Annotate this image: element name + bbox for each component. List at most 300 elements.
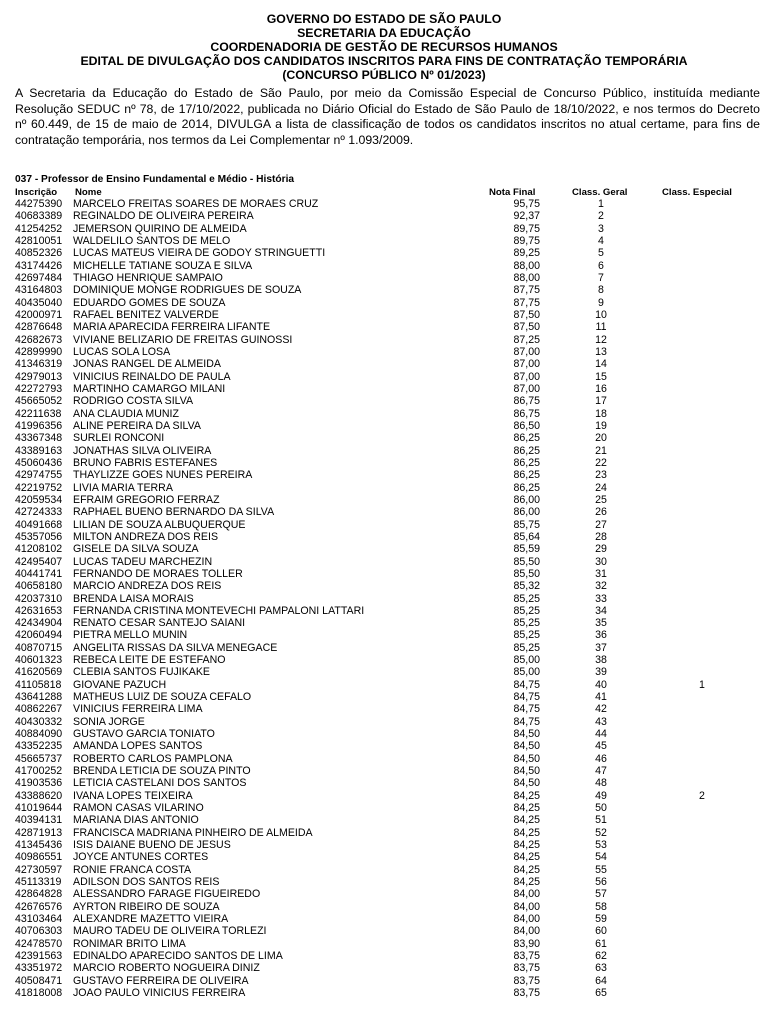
class-geral-cell: 43 (595, 715, 607, 728)
inscricao-cell: 45665052 (15, 395, 63, 408)
class-geral-cell: 30 (595, 555, 607, 568)
nota-final-cell: 85,64 (513, 530, 540, 543)
nome-cell: MATHEUS LUIZ DE SOUZA CEFALO (73, 691, 252, 704)
inscricao-cell: 40706303 (15, 925, 63, 938)
nota-final-cell: 87,50 (513, 308, 540, 321)
nota-final-cell: 84,00 (513, 925, 540, 938)
nome-cell: BRENDA LAISA MORAIS (73, 592, 194, 605)
nome-cell: ALESSANDRO FARAGE FIGUEIREDO (73, 888, 261, 901)
nota-final-cell: 85,25 (513, 641, 540, 654)
nome-cell: RENATO CESAR SANTEJO SAIANI (73, 617, 246, 630)
table-row (0, 802, 768, 814)
nome-cell: REGINALDO DE OLIVEIRA PEREIRA (73, 210, 254, 223)
nome-cell: LIVIA MARIA TERRA (73, 481, 173, 494)
table-row (0, 519, 768, 531)
class-geral-cell: 50 (595, 802, 607, 815)
inscricao-cell: 43367348 (15, 432, 63, 445)
nome-cell: MARCELO FREITAS SOARES DE MORAES CRUZ (73, 198, 319, 210)
inscricao-cell: 42060494 (15, 629, 63, 642)
table-row (0, 371, 768, 383)
nome-cell: SURLEI RONCONI (73, 432, 165, 445)
inscricao-cell: 42974755 (15, 469, 63, 482)
inscricao-cell: 40683389 (15, 210, 63, 223)
nome-cell: MARTINHO CAMARGO MILANI (73, 382, 226, 395)
table-row (0, 284, 768, 296)
inscricao-cell: 42478570 (15, 937, 63, 950)
header-edital-title: EDITAL DE DIVULGAÇÃO DOS CANDIDATOS INSCRITOS PARA FINS DE CONTRATAÇÃO TEMPORÁRIA (80, 54, 688, 68)
class-geral-cell: 45 (595, 740, 607, 753)
nome-cell: LILIAN DE SOUZA ALBUQUERQUE (73, 518, 246, 531)
nota-final-cell: 84,00 (513, 913, 540, 926)
nota-final-cell: 89,25 (513, 247, 540, 260)
nota-final-cell: 85,25 (513, 592, 540, 605)
nome-cell: ALINE PEREIRA DA SILVA (73, 419, 201, 432)
class-geral-cell: 54 (595, 851, 607, 864)
table-row (0, 950, 768, 962)
nome-cell: CLEBIA SANTOS FUJIKAKE (73, 666, 210, 679)
nome-cell: RONIE FRANCA COSTA (73, 863, 192, 876)
class-geral-cell: 1 (598, 198, 604, 210)
column-header-class-especial: Class. Especial (662, 187, 732, 198)
inscricao-cell: 42434904 (15, 617, 63, 630)
inscricao-cell: 40852326 (15, 247, 63, 260)
class-geral-cell: 34 (595, 604, 607, 617)
table-row (0, 666, 768, 678)
table-row (0, 925, 768, 937)
table-row (0, 568, 768, 580)
nome-cell: LUCAS SOLA LOSA (73, 345, 171, 358)
inscricao-cell: 43351972 (15, 962, 63, 975)
class-geral-cell: 5 (598, 247, 604, 260)
class-geral-cell: 14 (595, 358, 607, 371)
inscricao-cell: 42682673 (15, 333, 63, 346)
inscricao-cell: 45665737 (15, 752, 63, 765)
class-geral-cell: 3 (598, 222, 604, 235)
inscricao-cell: 41700252 (15, 765, 63, 778)
nota-final-cell: 86,25 (513, 432, 540, 445)
inscricao-cell: 40508471 (15, 974, 63, 987)
table-row (0, 260, 768, 272)
nome-cell: JOAO PAULO VINICIUS FERREIRA (73, 987, 246, 999)
inscricao-cell: 42272793 (15, 382, 63, 395)
inscricao-cell: 42631653 (15, 604, 63, 617)
class-geral-cell: 23 (595, 469, 607, 482)
inscricao-cell: 43103464 (15, 913, 63, 926)
inscricao-cell: 40435040 (15, 296, 63, 309)
inscricao-cell: 42724333 (15, 506, 63, 519)
header-government: GOVERNO DO ESTADO DE SÃO PAULO (266, 12, 502, 26)
nota-final-cell: 87,00 (513, 358, 540, 371)
inscricao-cell: 42899990 (15, 345, 63, 358)
inscricao-cell: 40862267 (15, 703, 63, 716)
nota-final-cell: 83,75 (513, 950, 540, 963)
nome-cell: JOYCE ANTUNES CORTES (73, 851, 209, 864)
classification-table (0, 198, 768, 999)
section-title: 037 - Professor de Ensino Fundamental e Médio - História (15, 174, 295, 185)
class-geral-cell: 51 (595, 814, 607, 827)
nome-cell: LUCAS TADEU MARCHEZIN (73, 555, 213, 568)
table-row (0, 987, 768, 999)
inscricao-cell: 41996356 (15, 419, 63, 432)
class-geral-cell: 55 (595, 863, 607, 876)
header-coordination: COORDENADORIA DE GESTÃO DE RECURSOS HUMANOS (210, 40, 558, 54)
class-geral-cell: 6 (598, 259, 604, 272)
nome-cell: RAFAEL BENITEZ VALVERDE (73, 308, 219, 321)
nome-cell: FERNANDO DE MORAES TOLLER (73, 567, 243, 580)
class-geral-cell: 63 (595, 962, 607, 975)
inscricao-cell: 41903536 (15, 777, 63, 790)
table-row (0, 642, 768, 654)
table-row (0, 543, 768, 555)
nota-final-cell: 88,00 (513, 271, 540, 284)
nota-final-cell: 86,25 (513, 469, 540, 482)
table-row (0, 235, 768, 247)
inscricao-cell: 43388620 (15, 789, 63, 802)
inscricao-cell: 42871913 (15, 826, 63, 839)
table-row (0, 210, 768, 222)
table-row (0, 765, 768, 777)
nota-final-cell: 87,00 (513, 382, 540, 395)
class-geral-cell: 21 (595, 444, 607, 457)
inscricao-cell: 42697484 (15, 271, 63, 284)
class-geral-cell: 27 (595, 518, 607, 531)
class-geral-cell: 58 (595, 900, 607, 913)
class-geral-cell: 9 (598, 296, 604, 309)
nome-cell: MARCIO ANDREZA DOS REIS (73, 580, 222, 593)
class-geral-cell: 36 (595, 629, 607, 642)
inscricao-cell: 42730597 (15, 863, 63, 876)
nome-cell: ANGELITA RISSAS DA SILVA MENEGACE (73, 641, 278, 654)
table-row (0, 506, 768, 518)
nota-final-cell: 85,25 (513, 604, 540, 617)
document-header (0, 12, 768, 82)
nota-final-cell: 84,00 (513, 900, 540, 913)
table-row (0, 740, 768, 752)
table-row (0, 901, 768, 913)
inscricao-cell: 42676576 (15, 900, 63, 913)
table-row (0, 913, 768, 925)
nome-cell: BRENDA LETICIA DE SOUZA PINTO (73, 765, 251, 778)
table-row (0, 605, 768, 617)
class-geral-cell: 60 (595, 925, 607, 938)
nome-cell: LETICIA CASTELANI DOS SANTOS (73, 777, 247, 790)
nome-cell: WALDELILO SANTOS DE MELO (73, 234, 231, 247)
table-row (0, 457, 768, 469)
nome-cell: MARIANA DIAS ANTONIO (73, 814, 199, 827)
nome-cell: GUSTAVO GARCIA TONIATO (73, 728, 215, 741)
nota-final-cell: 86,25 (513, 444, 540, 457)
inscricao-cell: 40884090 (15, 728, 63, 741)
table-row (0, 247, 768, 259)
table-row (0, 839, 768, 851)
nota-final-cell: 84,50 (513, 752, 540, 765)
class-geral-cell: 57 (595, 888, 607, 901)
class-geral-cell: 22 (595, 456, 607, 469)
inscricao-cell: 41346319 (15, 358, 63, 371)
inscricao-cell: 41345436 (15, 839, 63, 852)
column-header-nota-final: Nota Final (489, 187, 536, 198)
table-row (0, 691, 768, 703)
class-geral-cell: 47 (595, 765, 607, 778)
table-row (0, 777, 768, 789)
class-geral-cell: 18 (595, 407, 607, 420)
table-row (0, 827, 768, 839)
column-header-nome: Nome (75, 187, 102, 198)
nome-cell: EFRAIM GREGORIO FERRAZ (73, 493, 220, 506)
class-geral-cell: 19 (595, 419, 607, 432)
class-geral-cell: 15 (595, 370, 607, 383)
class-geral-cell: 11 (595, 321, 607, 334)
table-row (0, 716, 768, 728)
nome-cell: AYRTON RIBEIRO DE SOUZA (73, 900, 220, 913)
nota-final-cell: 87,25 (513, 333, 540, 346)
class-geral-cell: 39 (595, 666, 607, 679)
class-geral-cell: 48 (595, 777, 607, 790)
table-row (0, 334, 768, 346)
table-row (0, 790, 768, 802)
class-geral-cell: 52 (595, 826, 607, 839)
inscricao-cell: 40491668 (15, 518, 63, 531)
class-geral-cell: 13 (595, 345, 607, 358)
nome-cell: ALEXANDRE MAZETTO VIEIRA (73, 913, 229, 926)
class-geral-cell: 61 (595, 937, 607, 950)
class-geral-cell: 7 (598, 271, 604, 284)
class-geral-cell: 4 (598, 234, 604, 247)
nota-final-cell: 84,00 (513, 888, 540, 901)
class-geral-cell: 25 (595, 493, 607, 506)
nota-final-cell: 84,25 (513, 802, 540, 815)
table-row (0, 679, 768, 691)
class-geral-cell: 20 (595, 432, 607, 445)
nome-cell: ADILSON DOS SANTOS REIS (73, 876, 220, 889)
class-geral-cell: 10 (595, 308, 607, 321)
class-geral-cell: 59 (595, 913, 607, 926)
header-contest-number: (CONCURSO PÚBLICO Nº 01/2023) (282, 68, 486, 82)
nome-cell: SONIA JORGE (73, 715, 145, 728)
nome-cell: ROBERTO CARLOS PAMPLONA (73, 752, 233, 765)
inscricao-cell: 42979013 (15, 370, 63, 383)
nota-final-cell: 84,25 (513, 839, 540, 852)
nota-final-cell: 84,25 (513, 789, 540, 802)
inscricao-cell: 42037310 (15, 592, 63, 605)
class-geral-cell: 32 (595, 580, 607, 593)
inscricao-cell: 42876648 (15, 321, 63, 334)
nota-final-cell: 89,75 (513, 222, 540, 235)
nome-cell: EDINALDO APARECIDO SANTOS DE LIMA (73, 950, 283, 963)
inscricao-cell: 42864828 (15, 888, 63, 901)
table-row (0, 703, 768, 715)
nota-final-cell: 85,32 (513, 580, 540, 593)
nome-cell: GISELE DA SILVA SOUZA (73, 543, 199, 556)
table-row (0, 346, 768, 358)
nota-final-cell: 84,50 (513, 728, 540, 741)
nota-final-cell: 87,50 (513, 321, 540, 334)
nota-final-cell: 84,75 (513, 703, 540, 716)
nome-cell: JEMERSON QUIRINO DE ALMEIDA (73, 222, 247, 235)
class-geral-cell: 49 (595, 789, 607, 802)
class-geral-cell: 40 (595, 678, 607, 691)
nome-cell: JONATHAS SILVA OLIVEIRA (73, 444, 212, 457)
nome-cell: MARCIO ROBERTO NOGUEIRA DINIZ (73, 962, 260, 975)
class-geral-cell: 41 (595, 691, 607, 704)
class-geral-cell: 24 (595, 481, 607, 494)
table-row (0, 962, 768, 974)
table-row (0, 617, 768, 629)
table-row (0, 445, 768, 457)
nota-final-cell: 84,25 (513, 851, 540, 864)
class-geral-cell: 56 (595, 876, 607, 889)
table-row (0, 728, 768, 740)
nome-cell: MILTON ANDREZA DOS REIS (73, 530, 219, 543)
class-geral-cell: 62 (595, 950, 607, 963)
inscricao-cell: 40601323 (15, 654, 63, 667)
nome-cell: GUSTAVO FERREIRA DE OLIVEIRA (73, 974, 249, 987)
nota-final-cell: 83,75 (513, 962, 540, 975)
inscricao-cell: 41019644 (15, 802, 63, 815)
nota-final-cell: 84,75 (513, 678, 540, 691)
nota-final-cell: 86,25 (513, 456, 540, 469)
class-geral-cell: 28 (595, 530, 607, 543)
nota-final-cell: 84,25 (513, 863, 540, 876)
table-row (0, 531, 768, 543)
nome-cell: MARIA APARECIDA FERREIRA LIFANTE (73, 321, 271, 334)
class-geral-cell: 35 (595, 617, 607, 630)
nome-cell: FERNANDA CRISTINA MONTEVECHI PAMPALONI LATTARI (73, 604, 365, 617)
table-row (0, 469, 768, 481)
nota-final-cell: 86,00 (513, 506, 540, 519)
class-geral-cell: 65 (595, 987, 607, 999)
inscricao-cell: 45113319 (15, 876, 62, 889)
nome-cell: MAURO TADEU DE OLIVEIRA TORLEZI (73, 925, 267, 938)
table-row (0, 494, 768, 506)
nota-final-cell: 83,90 (513, 937, 540, 950)
nota-final-cell: 83,75 (513, 987, 540, 999)
inscricao-cell: 40394131 (15, 814, 63, 827)
table-row (0, 556, 768, 568)
inscricao-cell: 41208102 (15, 543, 63, 556)
nome-cell: FRANCISCA MADRIANA PINHEIRO DE ALMEIDA (73, 826, 313, 839)
nota-final-cell: 86,25 (513, 481, 540, 494)
inscricao-cell: 43389163 (15, 444, 63, 457)
table-row (0, 358, 768, 370)
nota-final-cell: 84,50 (513, 777, 540, 790)
inscricao-cell: 42211638 (15, 407, 62, 420)
class-especial-cell: 1 (699, 678, 705, 691)
nome-cell: JONAS RANGEL DE ALMEIDA (73, 358, 221, 371)
nota-final-cell: 85,50 (513, 555, 540, 568)
inscricao-cell: 45060436 (15, 456, 63, 469)
table-row (0, 851, 768, 863)
inscricao-cell: 41254252 (15, 222, 63, 235)
table-row (0, 580, 768, 592)
nota-final-cell: 85,50 (513, 567, 540, 580)
nome-cell: RAPHAEL BUENO BERNARDO DA SILVA (73, 506, 275, 519)
table-row (0, 297, 768, 309)
table-row (0, 629, 768, 641)
inscricao-cell: 45357056 (15, 530, 63, 543)
class-geral-cell: 12 (595, 333, 607, 346)
table-row (0, 198, 768, 210)
column-header-class-geral: Class. Geral (572, 187, 628, 198)
table-row (0, 420, 768, 432)
table-row (0, 814, 768, 826)
inscricao-cell: 40441741 (15, 567, 63, 580)
class-geral-cell: 53 (595, 839, 607, 852)
inscricao-cell: 41620569 (15, 666, 63, 679)
nota-final-cell: 86,00 (513, 493, 540, 506)
nome-cell: MICHELLE TATIANE SOUZA E SILVA (73, 259, 253, 272)
table-row (0, 864, 768, 876)
nota-final-cell: 84,25 (513, 814, 540, 827)
class-especial-cell: 2 (699, 789, 705, 802)
nome-cell: ISIS DAIANE BUENO DE JESUS (73, 839, 231, 852)
inscricao-cell: 42810051 (15, 234, 63, 247)
class-geral-cell: 17 (595, 395, 607, 408)
class-geral-cell: 64 (595, 974, 607, 987)
nota-final-cell: 92,37 (513, 210, 540, 223)
class-geral-cell: 31 (595, 567, 607, 580)
class-geral-cell: 33 (595, 592, 607, 605)
table-row (0, 321, 768, 333)
inscricao-cell: 40986551 (15, 851, 63, 864)
class-geral-cell: 26 (595, 506, 607, 519)
class-geral-cell: 16 (595, 382, 607, 395)
nota-final-cell: 87,00 (513, 370, 540, 383)
class-geral-cell: 44 (595, 728, 607, 741)
class-geral-cell: 2 (598, 210, 604, 223)
table-row (0, 753, 768, 765)
nome-cell: RAMON CASAS VILARINO (73, 802, 204, 815)
inscricao-cell: 42391563 (15, 950, 63, 963)
nota-final-cell: 85,25 (513, 617, 540, 630)
nota-final-cell: 95,75 (513, 198, 540, 210)
nota-final-cell: 85,00 (513, 654, 540, 667)
inscricao-cell: 43352235 (15, 740, 63, 753)
nota-final-cell: 84,75 (513, 715, 540, 728)
table-row (0, 309, 768, 321)
table-row (0, 223, 768, 235)
table-row (0, 876, 768, 888)
class-geral-cell: 37 (595, 641, 607, 654)
table-row (0, 975, 768, 987)
nome-cell: VINICIUS REINALDO DE PAULA (73, 370, 231, 383)
table-row (0, 432, 768, 444)
inscricao-cell: 42219752 (15, 481, 63, 494)
nota-final-cell: 84,75 (513, 691, 540, 704)
nota-final-cell: 87,00 (513, 345, 540, 358)
intro-paragraph: A Secretaria da Educação do Estado de São Paulo, por meio da Comissão Especial de Concurso Público, instituída mediante Resolução SEDUC nº 78, de 17/10/2022, publicada no Diário Oficial do Estado de São Paulo de 18/10/2022, e nos termos do Decreto nº 60.449, de 15 de maio de 2014, DIVULGA a lista de classificação de todos os candidatos inscritos no atual certame, para fins de contratação temporária, nos termos da Lei Complementar nº 1.093/2009. (15, 86, 760, 147)
table-row (0, 272, 768, 284)
nome-cell: VIVIANE BELIZARIO DE FREITAS GUINOSSI (73, 333, 293, 346)
inscricao-cell: 44275390 (15, 198, 63, 210)
class-geral-cell: 46 (595, 752, 607, 765)
nota-final-cell: 85,59 (513, 543, 540, 556)
nota-final-cell: 87,75 (513, 296, 540, 309)
class-geral-cell: 8 (598, 284, 604, 297)
nota-final-cell: 89,75 (513, 234, 540, 247)
table-row (0, 395, 768, 407)
class-geral-cell: 29 (595, 543, 607, 556)
nome-cell: THIAGO HENRIQUE SAMPAIO (73, 271, 223, 284)
nome-cell: THAYLIZZE GOES NUNES PEREIRA (73, 469, 253, 482)
nome-cell: PIETRA MELLO MUNIN (73, 629, 188, 642)
nota-final-cell: 84,25 (513, 876, 540, 889)
inscricao-cell: 42495407 (15, 555, 63, 568)
nome-cell: DOMINIQUE MONGE RODRIGUES DE SOUZA (73, 284, 302, 297)
inscricao-cell: 43174426 (15, 259, 63, 272)
table-row (0, 888, 768, 900)
nome-cell: VINICIUS FERREIRA LIMA (73, 703, 203, 716)
